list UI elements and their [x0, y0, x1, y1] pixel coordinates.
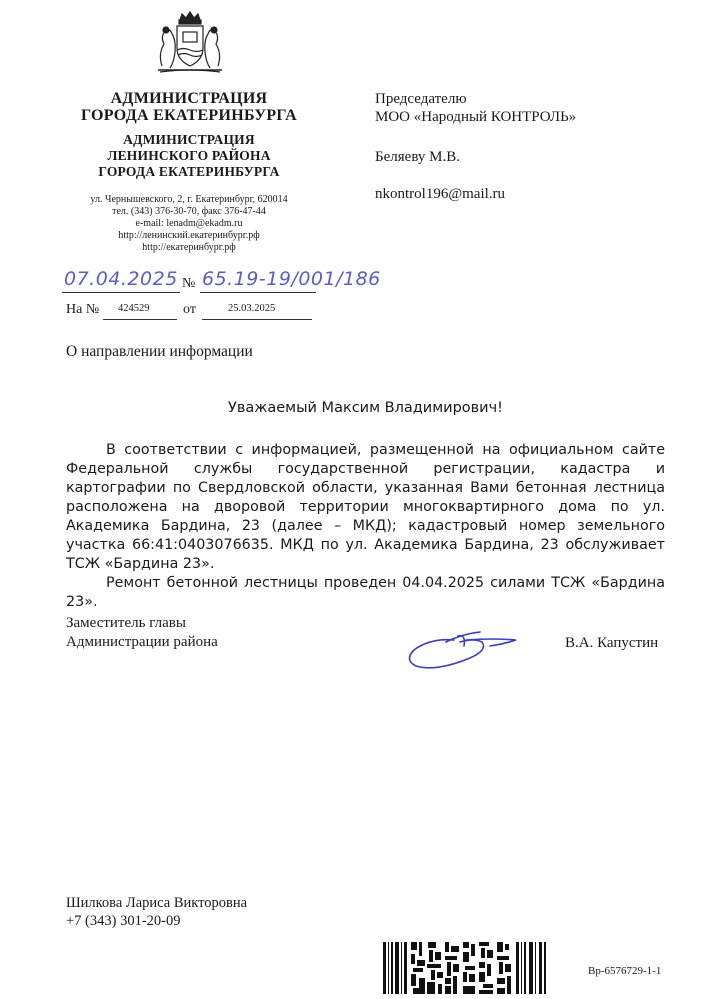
from-label: от	[183, 302, 196, 317]
ref-date-underline	[202, 319, 312, 320]
addressee-org: МОО «Народный КОНТРОЛЬ»	[375, 109, 577, 125]
addressee-email: nkontrol196@mail.ru	[375, 186, 506, 202]
letter-body	[66, 441, 665, 612]
number-underline	[200, 292, 316, 293]
handwritten-signature	[400, 628, 518, 674]
suborg-name-line3: ГОРОДА ЕКАТЕРИНБУРГА	[98, 164, 280, 179]
letter-subject: О направлении информации	[66, 343, 253, 360]
signer-position: Заместитель главы	[66, 615, 186, 631]
body-paragraph: В соответствии с информацией, размещенной на официальном сайте Федеральной службы государственной регистрации, кадастра и картографии по Свердловской области, указанная Вами бетонная лестница расположена на дворовой территории многоквартирного дома по ул. Академика Бардина, 23 (далее – МКД); кадастровый номер земельного участка 66:41:0403076635. МКД по ул. Академика Бардина, 23 обслуживает ТСЖ «Бардина 23».	[66, 442, 665, 572]
ref-underline	[103, 319, 177, 320]
contact-address: ул. Чернышевского, 2, г. Екатеринбург, 620014	[90, 194, 288, 205]
date-underline	[62, 292, 180, 293]
executor-phone: +7 (343) 301-20-09	[66, 913, 181, 929]
city-coat-of-arms-icon	[150, 10, 230, 74]
contact-site: http://ленинский.екатеринбург.рф	[118, 230, 260, 241]
contact-email: e-mail: lenadm@ekadm.ru	[135, 218, 243, 229]
contact-site: http://екатеринбург.рф	[142, 242, 236, 253]
registration-date: 07.04.2025	[64, 268, 178, 290]
suborg-name-line2: ЛЕНИНСКОГО РАЙОНА	[107, 148, 271, 163]
executor-name: Шилкова Лариса Викторовна	[66, 895, 248, 911]
greeting: Уважаемый Максим Владимирович!	[228, 400, 503, 416]
body-paragraph: Ремонт бетонной лестницы проведен 04.04.2025 силами ТСЖ «Бардина 23».	[66, 575, 665, 610]
number-label: №	[182, 276, 196, 291]
suborg-name-line1: АДМИНИСТРАЦИЯ	[123, 132, 255, 147]
document-code: Вр-6576729-1-1	[588, 965, 662, 977]
addressee-name: Беляеву М.В.	[375, 149, 460, 165]
org-name-line2: ГОРОДА ЕКАТЕРИНБУРГА	[80, 107, 298, 124]
registration-number: 65.19-19/001/186	[202, 268, 381, 290]
ref-date: 25.03.2025	[228, 303, 276, 314]
org-name-line1: АДМИНИСТРАЦИЯ	[110, 90, 268, 107]
ref-number: 424529	[118, 303, 150, 314]
barcode	[383, 942, 548, 994]
signer-name: В.А. Капустин	[565, 635, 659, 651]
signer-position: Администрации района	[66, 634, 218, 650]
addressee-title: Председателю	[375, 91, 467, 107]
ref-label: На №	[66, 302, 100, 317]
contact-phone: тел. (343) 376-30-70, факс 376-47-44	[112, 206, 266, 217]
